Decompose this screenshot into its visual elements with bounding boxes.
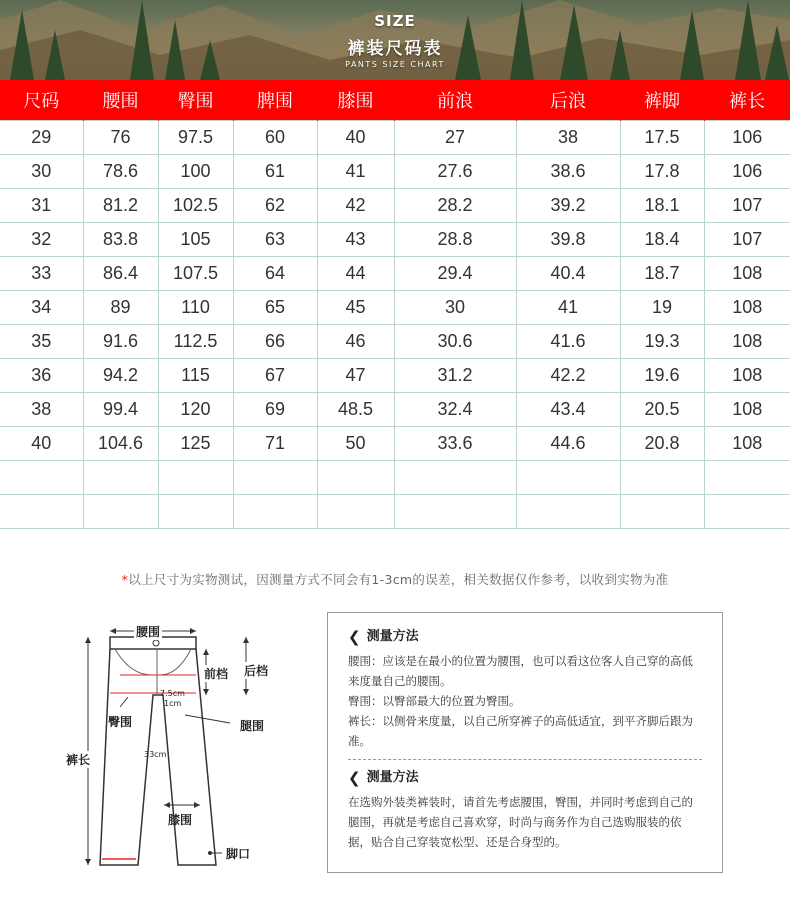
header-length: 裤长 xyxy=(704,80,790,120)
table-row xyxy=(0,324,790,358)
header-knee: 膝围 xyxy=(317,80,394,120)
table-cell: 30 xyxy=(0,154,83,188)
table-cell: 19.6 xyxy=(620,358,704,392)
size-chart-table xyxy=(0,80,790,529)
table-cell xyxy=(704,494,790,528)
table-cell: 91.6 xyxy=(83,324,158,358)
table-cell xyxy=(83,494,158,528)
table-cell: 50 xyxy=(317,426,394,460)
table-cell: 44 xyxy=(317,256,394,290)
table-cell: 108 xyxy=(704,256,790,290)
table-cell xyxy=(0,494,83,528)
header-back-rise: 后浪 xyxy=(516,80,620,120)
table-cell: 107 xyxy=(704,222,790,256)
label-length: 裤长 xyxy=(66,753,91,767)
table-cell: 29.4 xyxy=(394,256,516,290)
label-hip: 臀围 xyxy=(108,715,133,729)
table-cell: 66 xyxy=(233,324,317,358)
table-cell: 104.6 xyxy=(83,426,158,460)
banner-size-label: SIZE xyxy=(374,12,416,30)
header-waist: 腰围 xyxy=(83,80,158,120)
table-cell: 102.5 xyxy=(158,188,233,222)
table-cell: 38 xyxy=(516,120,620,154)
table-cell xyxy=(317,494,394,528)
label-measure-2: 1cm xyxy=(164,699,182,708)
table-cell: 47 xyxy=(317,358,394,392)
table-cell: 31.2 xyxy=(394,358,516,392)
table-cell: 94.2 xyxy=(83,358,158,392)
table-row xyxy=(0,358,790,392)
table-row xyxy=(0,494,790,528)
table-row xyxy=(0,154,790,188)
table-cell: 65 xyxy=(233,290,317,324)
measurement-method-box xyxy=(327,612,723,873)
table-row xyxy=(0,290,790,324)
note-text: 以上尺寸为实物测试，因测量方式不同会有1-3cm的误差，相关数据仅作参考，以收到实物为准 xyxy=(128,572,669,587)
table-cell: 19 xyxy=(620,290,704,324)
table-cell: 38 xyxy=(0,392,83,426)
table-cell: 41 xyxy=(516,290,620,324)
table-cell: 106 xyxy=(704,154,790,188)
label-waist: 腰围 xyxy=(136,625,161,639)
table-cell: 106 xyxy=(704,120,790,154)
table-cell: 42 xyxy=(317,188,394,222)
table-cell: 20.5 xyxy=(620,392,704,426)
table-cell: 61 xyxy=(233,154,317,188)
note-star: * xyxy=(121,572,129,587)
table-cell: 69 xyxy=(233,392,317,426)
table-header-row xyxy=(0,80,790,120)
header-thigh: 脾围 xyxy=(233,80,317,120)
label-front-rise: 前档 xyxy=(204,667,229,681)
table-cell: 27.6 xyxy=(394,154,516,188)
table-cell: 125 xyxy=(158,426,233,460)
table-cell xyxy=(83,460,158,494)
table-cell: 78.6 xyxy=(83,154,158,188)
table-cell xyxy=(516,460,620,494)
pants-diagram xyxy=(60,615,290,880)
table-row xyxy=(0,256,790,290)
table-cell: 63 xyxy=(233,222,317,256)
table-cell: 62 xyxy=(233,188,317,222)
table-cell: 76 xyxy=(83,120,158,154)
table-cell: 83.8 xyxy=(83,222,158,256)
table-cell xyxy=(516,494,620,528)
table-cell xyxy=(158,460,233,494)
table-cell: 28.8 xyxy=(394,222,516,256)
table-cell: 39.2 xyxy=(516,188,620,222)
table-cell: 120 xyxy=(158,392,233,426)
header-banner xyxy=(0,0,790,80)
method-heading-2 xyxy=(348,768,702,788)
table-cell: 36 xyxy=(0,358,83,392)
table-cell: 97.5 xyxy=(158,120,233,154)
table-row xyxy=(0,392,790,426)
method-divider xyxy=(348,759,702,760)
method-title-2: 测量方法 xyxy=(366,770,419,785)
measurement-note xyxy=(0,570,790,588)
table-cell: 43.4 xyxy=(516,392,620,426)
method-advice-text: 在选购外装类裤装时，请首先考虑腰围，臀围，并同时考虑到自己的腿围，再就是考虑自己喜欢穿，时尚与商务作为自己选购服装的依据，贴合自己穿装宽松型、还是合身型的。 xyxy=(348,795,693,849)
table-cell: 42.2 xyxy=(516,358,620,392)
table-cell: 108 xyxy=(704,426,790,460)
method-title-1: 测量方法 xyxy=(366,629,419,644)
table-cell: 108 xyxy=(704,392,790,426)
table-cell: 41 xyxy=(317,154,394,188)
header-hip: 臀围 xyxy=(158,80,233,120)
table-cell: 112.5 xyxy=(158,324,233,358)
table-cell xyxy=(233,494,317,528)
table-cell: 32 xyxy=(0,222,83,256)
table-cell xyxy=(394,494,516,528)
table-cell: 28.2 xyxy=(394,188,516,222)
table-row xyxy=(0,120,790,154)
table-cell: 17.5 xyxy=(620,120,704,154)
table-cell xyxy=(317,460,394,494)
table-cell: 71 xyxy=(233,426,317,460)
header-hem: 裤脚 xyxy=(620,80,704,120)
method-waist-text: 腰围：应该是在最小的位置为腰围，也可以看这位客人自己穿的高低来度量自己的腰围。 xyxy=(348,654,693,688)
table-cell: 86.4 xyxy=(83,256,158,290)
chevron-left-icon: ❮ xyxy=(348,628,361,646)
table-cell: 29 xyxy=(0,120,83,154)
table-cell: 99.4 xyxy=(83,392,158,426)
table-cell: 108 xyxy=(704,358,790,392)
table-cell: 33.6 xyxy=(394,426,516,460)
table-cell: 81.2 xyxy=(83,188,158,222)
table-cell: 18.7 xyxy=(620,256,704,290)
table-cell: 30.6 xyxy=(394,324,516,358)
table-cell xyxy=(0,460,83,494)
table-cell: 19.3 xyxy=(620,324,704,358)
table-cell xyxy=(233,460,317,494)
table-cell: 40.4 xyxy=(516,256,620,290)
table-cell: 18.1 xyxy=(620,188,704,222)
table-cell: 100 xyxy=(158,154,233,188)
table-cell: 38.6 xyxy=(516,154,620,188)
header-front-rise: 前浪 xyxy=(394,80,516,120)
table-cell: 40 xyxy=(0,426,83,460)
label-knee: 膝围 xyxy=(168,813,193,827)
table-cell: 33 xyxy=(0,256,83,290)
method-length-text: 裤长：以侧骨来度量，以自己所穿裤子的高低适宜，到平齐脚后跟为准。 xyxy=(348,714,693,748)
label-back-rise: 后档 xyxy=(244,664,269,678)
table-cell: 39.8 xyxy=(516,222,620,256)
table-cell: 44.6 xyxy=(516,426,620,460)
pants-outline-illustration xyxy=(60,615,290,880)
table-cell: 30 xyxy=(394,290,516,324)
table-cell: 41.6 xyxy=(516,324,620,358)
table-cell: 110 xyxy=(158,290,233,324)
chevron-left-icon: ❮ xyxy=(348,769,361,787)
table-cell: 64 xyxy=(233,256,317,290)
table-cell: 35 xyxy=(0,324,83,358)
table-row xyxy=(0,188,790,222)
table-cell: 17.8 xyxy=(620,154,704,188)
table-cell: 67 xyxy=(233,358,317,392)
table-cell: 27 xyxy=(394,120,516,154)
table-cell: 48.5 xyxy=(317,392,394,426)
label-measure-3: 33cm xyxy=(144,750,167,759)
banner-title: 裤装尺码表 xyxy=(347,39,443,59)
table-cell xyxy=(620,460,704,494)
header-size: 尺码 xyxy=(0,80,83,120)
table-cell: 31 xyxy=(0,188,83,222)
table-cell: 107 xyxy=(704,188,790,222)
method-heading-1 xyxy=(348,627,702,647)
table-cell: 60 xyxy=(233,120,317,154)
table-cell: 43 xyxy=(317,222,394,256)
table-cell: 115 xyxy=(158,358,233,392)
label-hem: 脚口 xyxy=(226,847,251,861)
banner-subtitle: PANTS SIZE CHART xyxy=(345,60,445,69)
table-cell xyxy=(620,494,704,528)
table-cell: 18.4 xyxy=(620,222,704,256)
table-cell: 40 xyxy=(317,120,394,154)
table-cell: 20.8 xyxy=(620,426,704,460)
table-row xyxy=(0,426,790,460)
table-cell: 32.4 xyxy=(394,392,516,426)
table-cell: 105 xyxy=(158,222,233,256)
table-cell xyxy=(158,494,233,528)
label-thigh: 腿围 xyxy=(240,719,265,733)
table-cell: 108 xyxy=(704,324,790,358)
table-cell: 108 xyxy=(704,290,790,324)
table-cell: 45 xyxy=(317,290,394,324)
label-measure-1: 7.5cm xyxy=(160,689,185,698)
method-hip-text: 臀围：以臀部最大的位置为臀围。 xyxy=(348,694,521,708)
table-cell: 89 xyxy=(83,290,158,324)
table-cell: 46 xyxy=(317,324,394,358)
table-row xyxy=(0,460,790,494)
table-cell xyxy=(394,460,516,494)
table-cell: 107.5 xyxy=(158,256,233,290)
table-row xyxy=(0,222,790,256)
table-cell: 34 xyxy=(0,290,83,324)
table-cell xyxy=(704,460,790,494)
